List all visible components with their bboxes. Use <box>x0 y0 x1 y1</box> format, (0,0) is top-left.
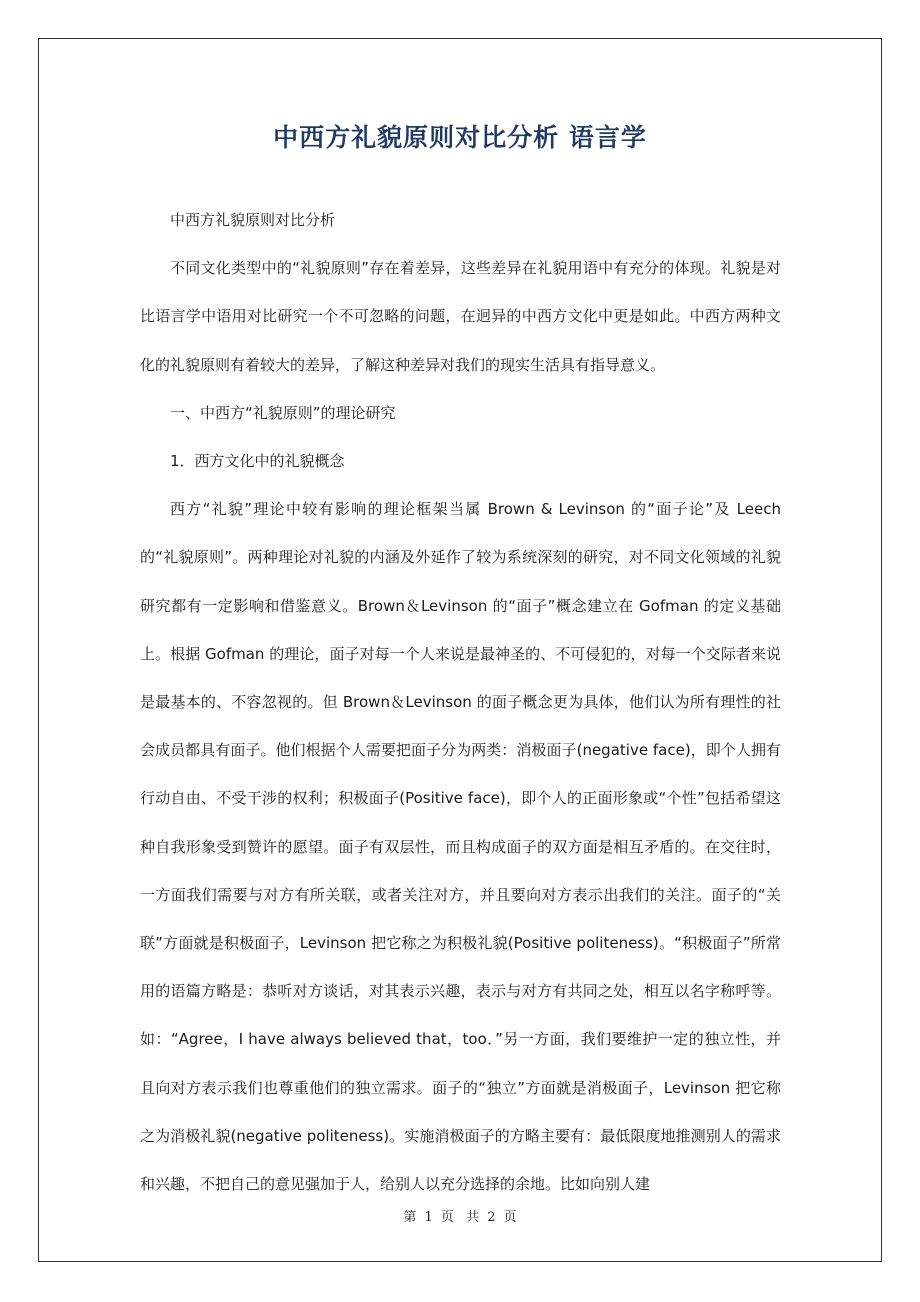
paragraph-subtitle: 中西方礼貌原则对比分析 <box>170 211 336 229</box>
document-body <box>140 196 781 1208</box>
page-number: 第 1 页 <box>403 1210 454 1225</box>
document-title: 中西方礼貌原则对比分析 语言学 <box>273 123 647 152</box>
paragraph-body: 西方“礼貌”理论中较有影响的理论框架当属 Brown & Levinson 的“面子论”及 Leech 的“礼貌原则”。两种理论对礼貌的内涵及外延作了较为系统深刻的研究，对不同文化领域的礼貌研究都有一定影响和借鉴意义。Brown＆Levinson 的“面子”概念建立在 Gofman 的定义基础上。根据 Gofman 的理论，面子对每一个人来说是最神圣的、不可侵犯的，对每一个交际者来说是最基本的、不容忽视的。但 Brown＆Levinson 的面子概念更为具体，他们认为所有理性的社会成员都具有面子。他们根据个人需要把面子分为两类：消极面子(negative face)，即个人拥有行动自由、不受干涉的权利；积极面子(Positive face)，即个人的正面形象或“个性”包括希望这种自我形象受到赞许的愿望。面子有双层性，而且构成面子的双方面是相互矛盾的。在交往时，一方面我们需要与对方有所关联，或者关注对方，并且要向对方表示出我们的关注。面子的“关联”方面就是积极面子，Levinson 把它称之为积极礼貌(Positive politeness)。“积极面子”所常用的语篇方略是：恭听对方谈话，对其表示兴趣，表示与对方有共同之处，相互以名字称呼等。如：“Agree，I have always believed that，too．”另一方面，我们要维护一定的独立性，并且向对方表示我们也尊重他们的独立需求。面子的“独立”方面就是消极面子，Levinson 把它称之为消极礼貌(negative politeness)。实施消极面子的方略主要有：最低限度地推测别人的需求和兴趣，不把自己的意见强加于人，给别人以充分选择的余地。比如向别人建 <box>140 500 781 1194</box>
paragraph-intro: 不同文化类型中的“礼貌原则”存在着差异，这些差异在礼貌用语中有充分的体现。礼貌是对比语言学中语用对比研究一个不可忽略的问题，在迥异的中西方文化中更是如此。中西方两种文化的礼貌原则有着较大的差异，了解这种差异对我们的现实生活具有指导意义。 <box>140 259 781 374</box>
page-footer <box>0 1206 920 1225</box>
subsection-heading: 1．西方文化中的礼貌概念 <box>170 452 345 471</box>
page-total: 共 2 页 <box>466 1210 517 1225</box>
section-heading: 一、中西方“礼貌原则”的理论研究 <box>170 403 396 422</box>
